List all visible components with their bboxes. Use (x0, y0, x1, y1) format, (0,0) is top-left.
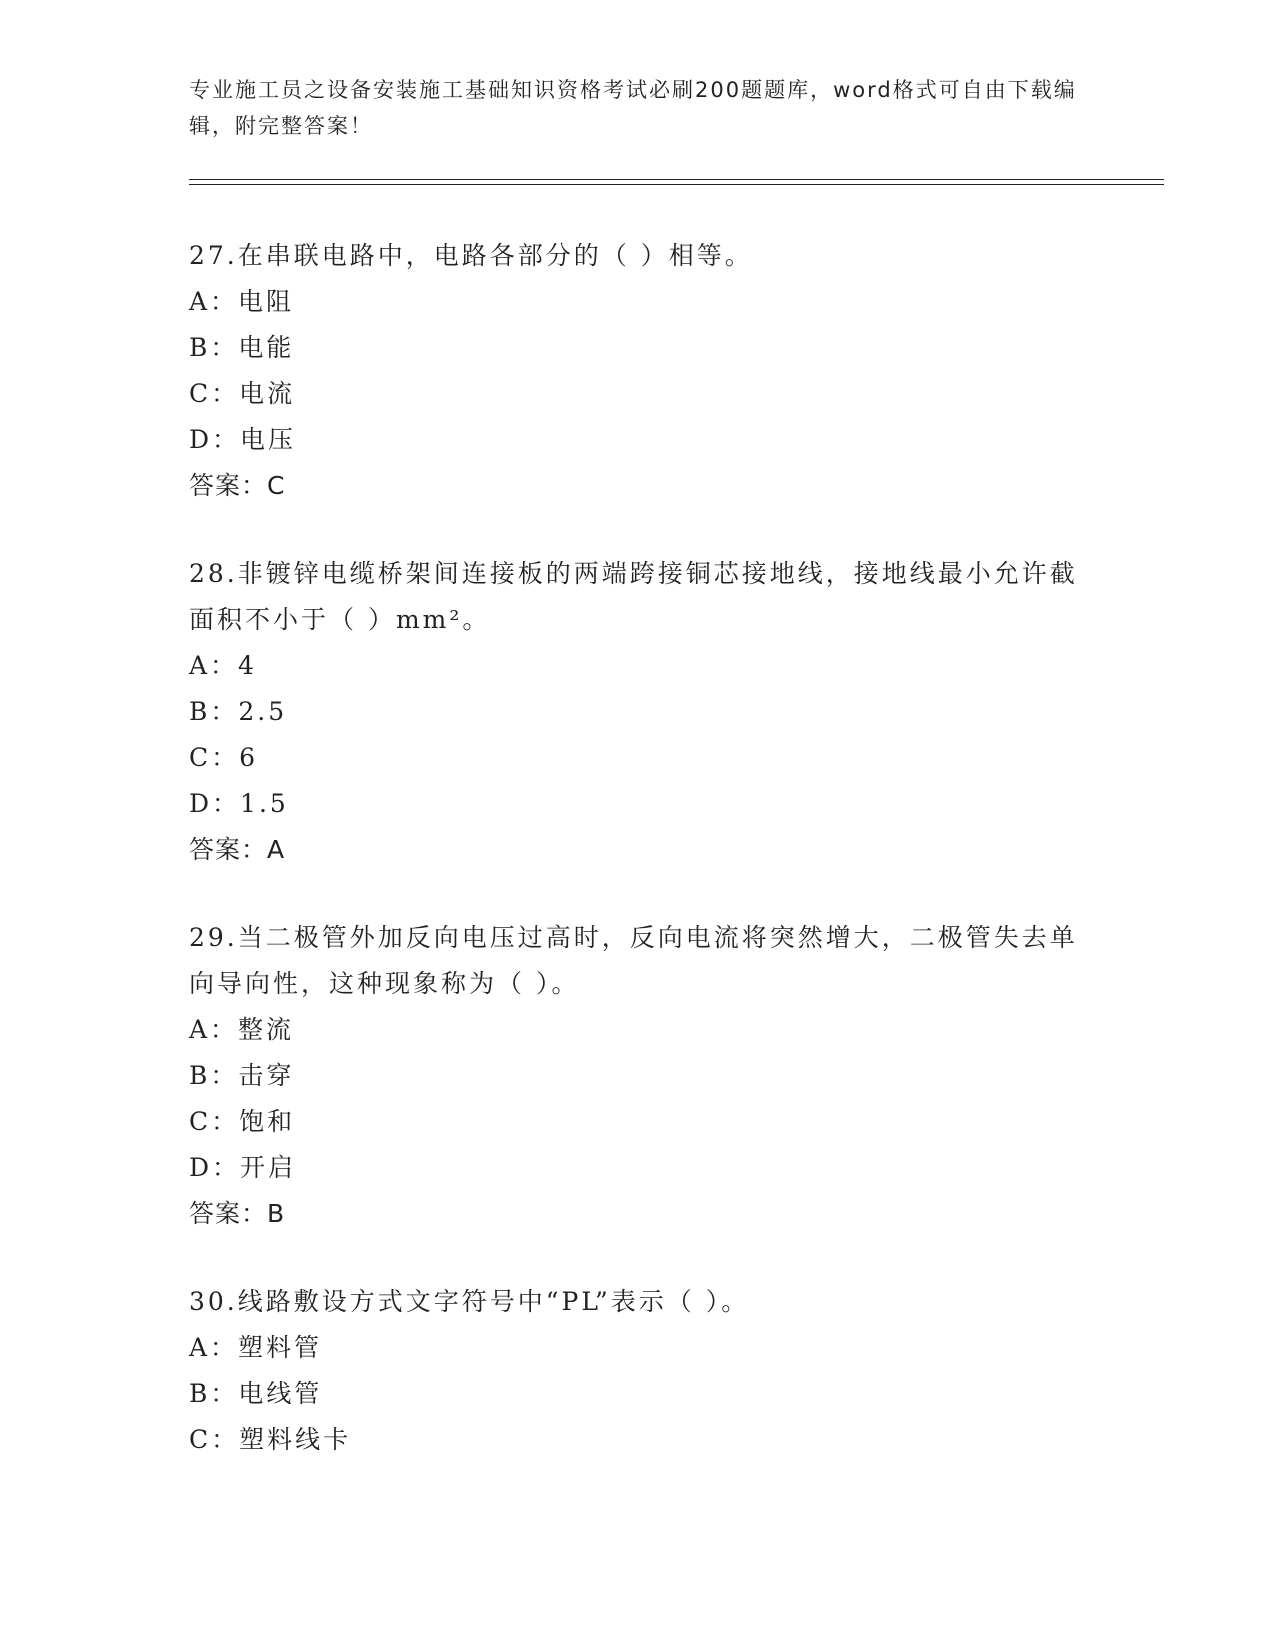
option-c: C：塑料线卡 (189, 1425, 352, 1454)
answer: 答案：C (189, 471, 286, 500)
question-list (189, 233, 1089, 1505)
question-29 (189, 915, 1089, 1237)
option-a: A：整流 (189, 1015, 295, 1044)
option-c: C：6 (189, 743, 259, 772)
document-header: 专业施工员之设备安装施工基础知识资格考试必刷200题题库，word格式可自由下载编辑，附完整答案！ (189, 78, 1077, 138)
question-stem: 27.在串联电路中，电路各部分的（ ）相等。 (189, 241, 753, 270)
question-stem: 30.线路敷设方式文字符号中“PL”表示（ ）。 (189, 1287, 750, 1316)
header-divider-bottom (189, 184, 1164, 185)
option-d: D：开启 (189, 1153, 297, 1182)
option-d: D：电压 (189, 425, 297, 454)
option-c: C：电流 (189, 379, 296, 408)
question-stem: 28.非镀锌电缆桥架间连接板的两端跨接铜芯接地线，接地线最小允许截面积不小于（ ）mm²。 (189, 559, 1078, 634)
option-b: B：2.5 (189, 697, 288, 726)
header-divider-top (189, 179, 1164, 180)
option-d: D：1.5 (189, 789, 289, 818)
option-b: B：电能 (189, 333, 295, 362)
answer: 答案：B (189, 1199, 286, 1228)
option-a: A：4 (189, 651, 257, 680)
option-a: A：电阻 (189, 287, 295, 316)
question-30 (189, 1279, 1089, 1463)
option-b: B：击穿 (189, 1061, 295, 1090)
answer: 答案：A (189, 835, 286, 864)
question-stem: 29.当二极管外加反向电压过高时，反向电流将突然增大，二极管失去单向导向性，这种现象称为（ ）。 (189, 923, 1078, 998)
option-c: C：饱和 (189, 1107, 296, 1136)
option-b: B：电线管 (189, 1379, 323, 1408)
question-27 (189, 233, 1089, 509)
option-a: A：塑料管 (189, 1333, 323, 1362)
question-28 (189, 551, 1089, 873)
